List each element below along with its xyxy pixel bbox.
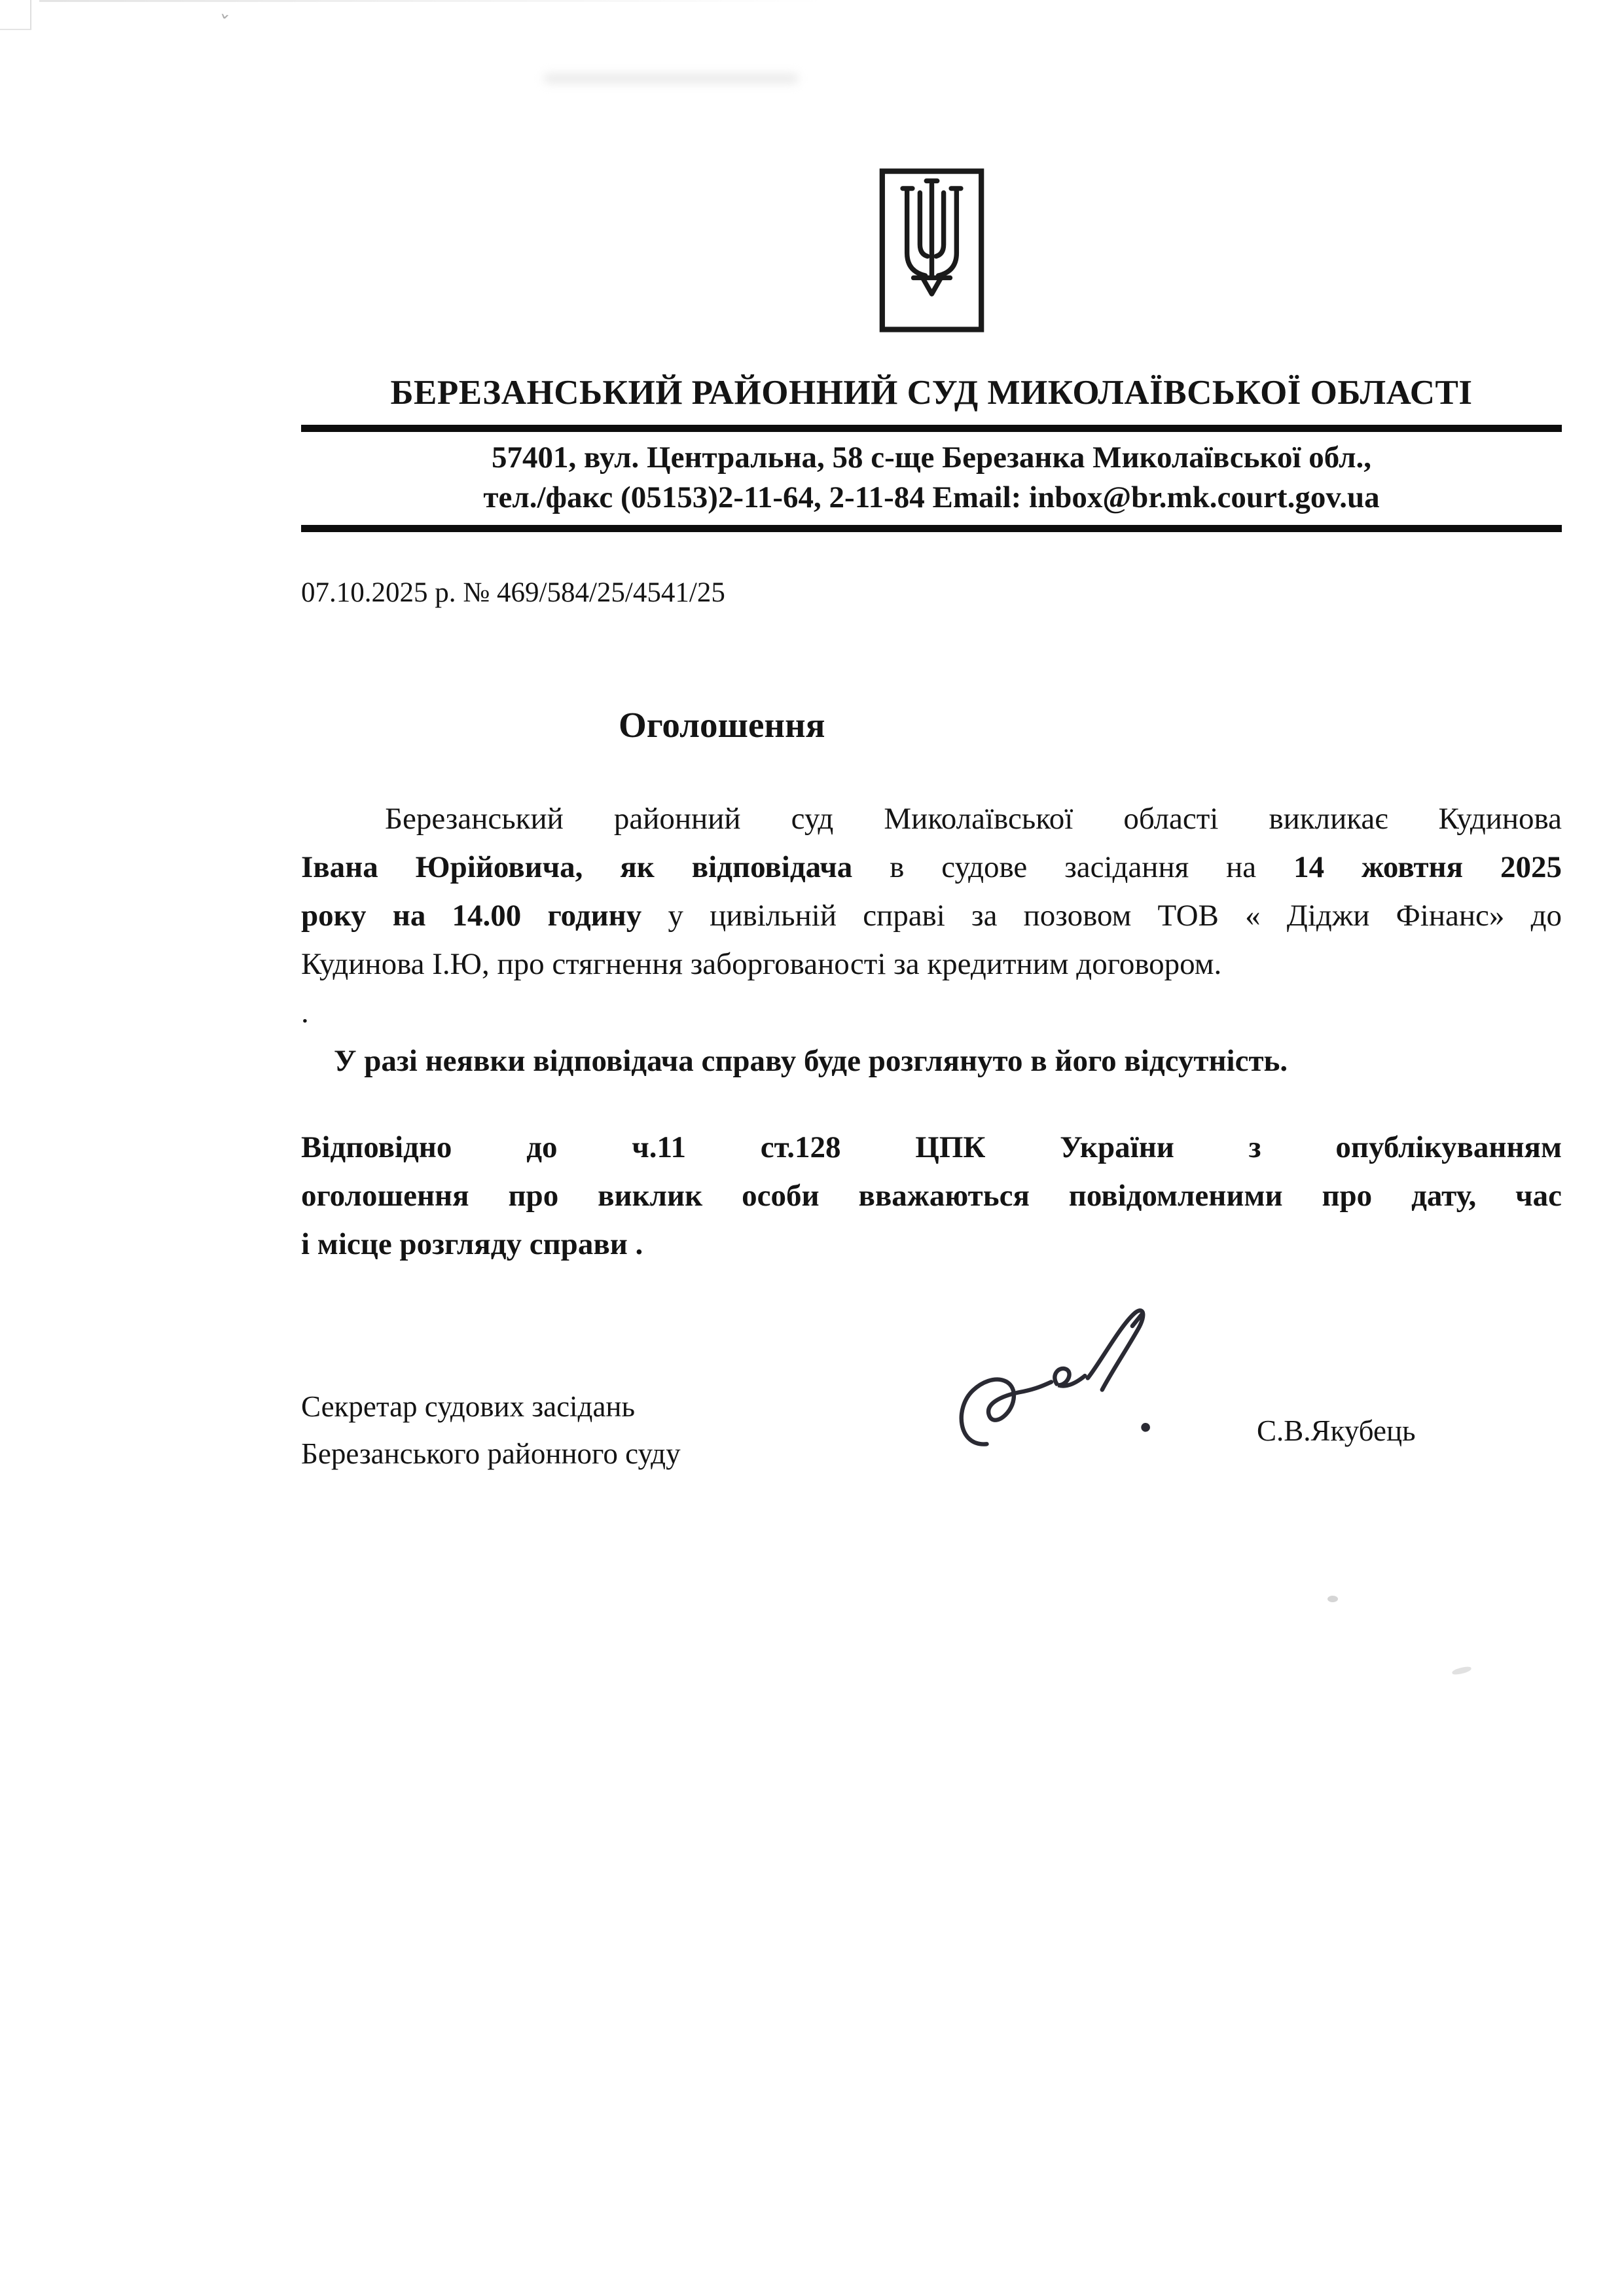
summons-text: Березанський районний суд Миколаївської області викликає Кудинова <box>385 802 1562 836</box>
document-content <box>301 0 1562 1563</box>
summons-text: в судове засідання на <box>852 850 1294 884</box>
stray-period-line: . <box>301 996 309 1030</box>
signatory-name: С.В.Якубець <box>1257 1414 1416 1447</box>
scan-mark-artifact: ˇ <box>215 10 231 39</box>
paragraph-absence-warning: У разі неявки відповідача справу буде розглянуто в його відсутність. <box>334 1044 1288 1078</box>
date-and-case-number: 07.10.2025 р. № 469/584/25/4541/25 <box>301 577 725 608</box>
case-description: у цивільній справі за позовом ТОВ « Діджи Фінанс» до <box>641 899 1562 933</box>
scan-speck-artifact <box>1327 1596 1338 1602</box>
paragraph-line <box>301 940 1562 988</box>
scan-speck-artifact <box>1451 1666 1471 1676</box>
paragraph-line: оголошення про виклик особи вважаються повідомленими про дату, час <box>301 1179 1562 1213</box>
signatory-role-line2: Березанського районного суду <box>301 1437 681 1470</box>
handwritten-signature <box>935 1301 1212 1484</box>
court-address-line: 57401, вул. Центральна, 58 с-ще Березанка Миколаївської обл., <box>492 440 1371 475</box>
document-title: Оголошення <box>619 705 825 745</box>
paragraph-line: Відповідно до ч.11 ст.128 ЦПК України з опублікуванням <box>301 1130 1562 1164</box>
header-divider-top <box>301 425 1562 432</box>
hearing-time: року на 14.00 годину <box>301 899 642 933</box>
hearing-date: 14 жовтня 2025 <box>1293 850 1562 884</box>
paragraph-legal-basis <box>301 1123 1562 1268</box>
paragraph-line <box>301 795 1562 843</box>
paragraph-line <box>301 891 1562 940</box>
signature-block <box>301 1367 1562 1563</box>
court-name-heading: БЕРЕЗАНСЬКИЙ РАЙОННИЙ СУД МИКОЛАЇВСЬКОЇ ОБЛАСТІ <box>390 374 1473 412</box>
court-contacts-line: тел./факс (05153)2-11-64, 2-11-84 Email: inbox@br.mk.court.gov.ua <box>483 480 1380 514</box>
paragraph-line: і місце розгляду справи . <box>301 1227 643 1261</box>
ukraine-trident-emblem-icon <box>878 167 986 334</box>
signatory-role-line1: Секретар судових засідань <box>301 1390 636 1423</box>
paragraph-summons <box>301 795 1562 988</box>
header-divider-bottom <box>301 525 1562 532</box>
emblem-wrap <box>301 167 1562 337</box>
scan-corner-artifact <box>0 0 31 30</box>
paragraph-line <box>301 843 1562 891</box>
signatory-role <box>301 1383 681 1477</box>
case-description: Кудинова І.Ю, про стягнення заборгованості за кредитним договором. <box>301 947 1222 981</box>
defendant-name: Івана Юрійовича, як відповідача <box>301 850 853 884</box>
